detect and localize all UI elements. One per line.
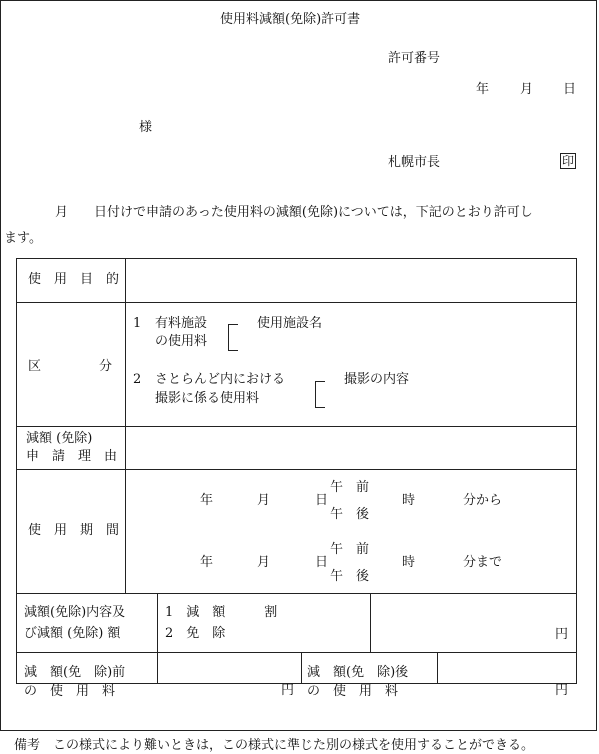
category-item2-line1: さとらんど内における xyxy=(155,372,286,387)
period-end-until: 分まで xyxy=(463,555,503,570)
before-yen-unit: 円 xyxy=(281,683,295,698)
bracket-bottom xyxy=(315,407,325,408)
period-start-year: 年 xyxy=(200,493,214,508)
row-divider xyxy=(17,652,576,653)
category-label-left: 区 xyxy=(28,359,42,374)
reason-label-line2: 申 請 理 由 xyxy=(26,449,118,464)
period-end-year: 年 xyxy=(200,555,214,570)
period-label: 使 用 期 間 xyxy=(28,523,120,538)
reduction-label-line1: 減額(免除)内容及 xyxy=(24,605,126,620)
period-start-month: 月 xyxy=(257,493,271,508)
before-divider xyxy=(157,652,158,683)
reason-field[interactable] xyxy=(128,430,573,466)
before-label-line2: の 使 用 料 xyxy=(24,684,116,699)
period-end-hour: 時 xyxy=(402,555,416,570)
reduction-option2[interactable]: 2 免 除 xyxy=(165,626,226,641)
footnote: 備考 この様式により難いときは，この様式に準じた別の様式を使用することができる。 xyxy=(14,738,535,753)
period-start-pm: 午 後 xyxy=(330,507,370,522)
period-start-day: 日 xyxy=(315,493,329,508)
date-year-label: 年 xyxy=(476,82,490,97)
reason-label-line1: 減額 (免除) xyxy=(26,431,93,446)
filming-content-label: 撮影の内容 xyxy=(344,372,410,387)
label-column-divider xyxy=(125,259,126,593)
issuer-name: 札幌市長 xyxy=(388,155,441,170)
period-end-pm: 午 後 xyxy=(330,569,370,584)
after-divider xyxy=(437,652,438,683)
after-label-line1: 減 額(免 除)後 xyxy=(307,665,409,680)
bracket-bottom xyxy=(228,350,238,351)
row-divider xyxy=(17,593,576,594)
period-end-month: 月 xyxy=(257,555,271,570)
category-item1-line1: 有料施設 xyxy=(155,316,208,331)
seal-mark: 印 xyxy=(561,154,574,168)
reduction-label-line2: び減額 (免除) 額 xyxy=(24,626,121,641)
bracket-vertical xyxy=(315,381,316,407)
after-label-line2: の 使 用 料 xyxy=(307,684,399,699)
document-title: 使用料減額(免除)許可書 xyxy=(220,12,361,27)
before-label-line1: 減 額(免 除)前 xyxy=(24,665,126,680)
bracket-top xyxy=(228,324,238,325)
purpose-field[interactable] xyxy=(128,266,573,296)
facility-name-label: 使用施設名 xyxy=(257,316,323,331)
category-item2-line2: 撮影に係る使用料 xyxy=(155,391,260,406)
permit-number-label: 許可番号 xyxy=(388,51,441,66)
date-day-label: 日 xyxy=(563,82,577,97)
period-end-day: 日 xyxy=(315,555,329,570)
category-label-right: 分 xyxy=(99,359,113,374)
body-text-line2: ます。 xyxy=(4,231,42,246)
period-start-am: 午 前 xyxy=(330,480,370,495)
bracket-top xyxy=(315,381,325,382)
reduction-divider xyxy=(157,593,158,652)
date-month-label: 月 xyxy=(520,82,534,97)
period-end-am: 午 前 xyxy=(330,542,370,557)
mid-divider xyxy=(301,652,302,683)
row-divider xyxy=(17,426,576,427)
addressee-suffix: 様 xyxy=(139,120,153,135)
category-item1-line2: の使用料 xyxy=(155,334,208,349)
reduction-amount-divider xyxy=(370,593,371,652)
reduction-option1[interactable]: 1 減 額 割 xyxy=(165,605,278,620)
period-start-from: 分から xyxy=(463,493,503,508)
bracket-vertical xyxy=(228,324,229,350)
category-item1-number: 1 xyxy=(133,316,142,331)
category-item2-number: 2 xyxy=(133,372,142,387)
after-yen-unit: 円 xyxy=(555,683,569,698)
period-start-hour: 時 xyxy=(402,493,416,508)
body-text-line1: 月 日付けで申請のあった使用料の減額(免除)については，下記のとおり許可し xyxy=(55,205,533,220)
purpose-label: 使 用 目 的 xyxy=(28,272,120,287)
row-divider xyxy=(17,469,576,470)
row-divider xyxy=(17,302,576,303)
reduction-yen-unit: 円 xyxy=(555,627,569,642)
